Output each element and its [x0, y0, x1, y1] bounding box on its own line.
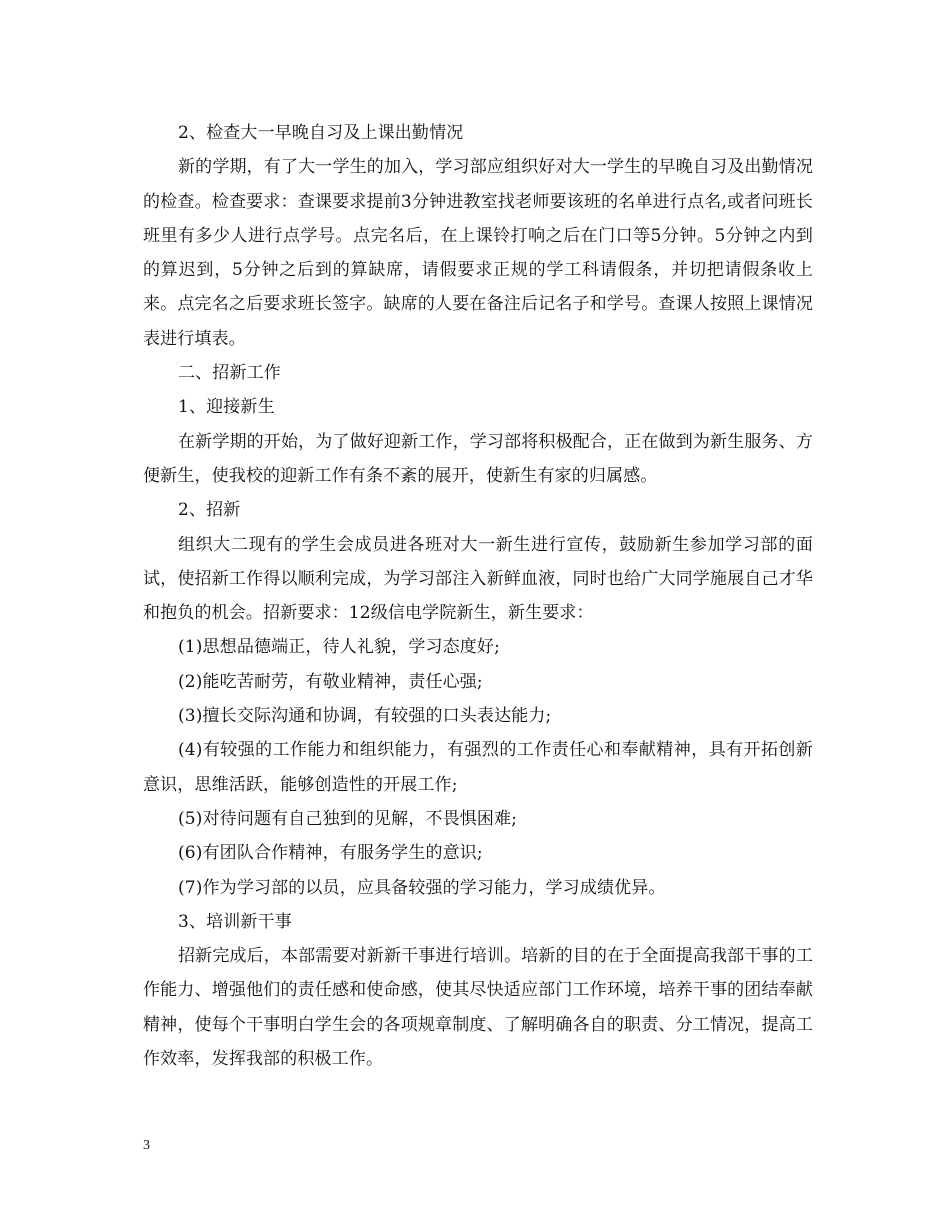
heading-recruit: 2、招新	[178, 500, 241, 521]
document-body	[143, 116, 813, 1076]
paragraph-attendance-details: 新的学期，有了大一学生的加入，学习部应组织好对大一学生的早晚自习及出勤情况的检查。检查要求：查课要求提前3分钟进教室找老师要该班的名单进行点名,或者问班长班里有多少人进行点学号。点完名后，在上课铃打响之后在门口等5分钟。5分钟之内到的算迟到，5分钟之后到的算缺席，请假要求正规的学工科请假条，并切把请假条收上来。点完名之后要求班长签字。缺席的人要在备注后记名子和学号。查课人按照上课情况表进行填表。	[143, 157, 813, 349]
heading-check-attendance: 2、检查大一早晚自习及上课出勤情况	[178, 123, 464, 143]
heading-welcome-freshmen: 1、迎接新生	[178, 397, 275, 418]
requirement-item-6: (6)有团队合作精神，有服务学生的意识;	[178, 843, 483, 864]
paragraph-recruit-details: 组织大二现有的学生会成员进各班对大一新生进行宣传，鼓励新生参加学习部的面试，使招新工作得以顺利完成，为学习部注入新鲜血液，同时也给广大同学施展自己才华和抱负的机会。招新要求：12级信电学院新生，新生要求：	[143, 534, 813, 624]
page-number: 3	[143, 1138, 150, 1153]
paragraph-training-details: 招新完成后，本部需要对新新干事进行培训。培新的目的在于全面提高我部干事的工作能力、增强他们的责任感和使命感，使其尽快适应部门工作环境，培养干事的团结奉献精神，使每个干事明白学生会的各项规章制度、了解明确各自的职责、分工情况，提高工作效率，发挥我部的积极工作。	[143, 946, 813, 1070]
paragraph-welcome-freshmen: 在新学期的开始，为了做好迎新工作，学习部将积极配合，正在做到为新生服务、方便新生，使我校的迎新工作有条不紊的展开，使新生有家的归属感。	[143, 431, 813, 486]
requirement-item-5: (5)对待问题有自己独到的见解，不畏惧困难;	[178, 808, 518, 829]
requirement-item-2: (2)能吃苦耐劳，有敬业精神，责任心强;	[178, 671, 483, 692]
requirement-item-7: (7)作为学习部的以员，应具备较强的学习能力，学习成绩优异。	[178, 877, 666, 898]
heading-recruitment: 二、招新工作	[178, 363, 281, 384]
requirement-item-3: (3)擅长交际沟通和协调，有较强的口头表达能力;	[178, 706, 552, 727]
requirement-item-1: (1)思想品德端正，待人礼貌，学习态度好;	[178, 637, 500, 658]
requirement-item-4: (4)有较强的工作能力和组织能力，有强烈的工作责任心和奉献精神，具有开拓创新意识，思维活跃，能够创造性的开展工作;	[143, 740, 813, 795]
heading-train-new-staff: 3、培训新干事	[178, 911, 292, 932]
